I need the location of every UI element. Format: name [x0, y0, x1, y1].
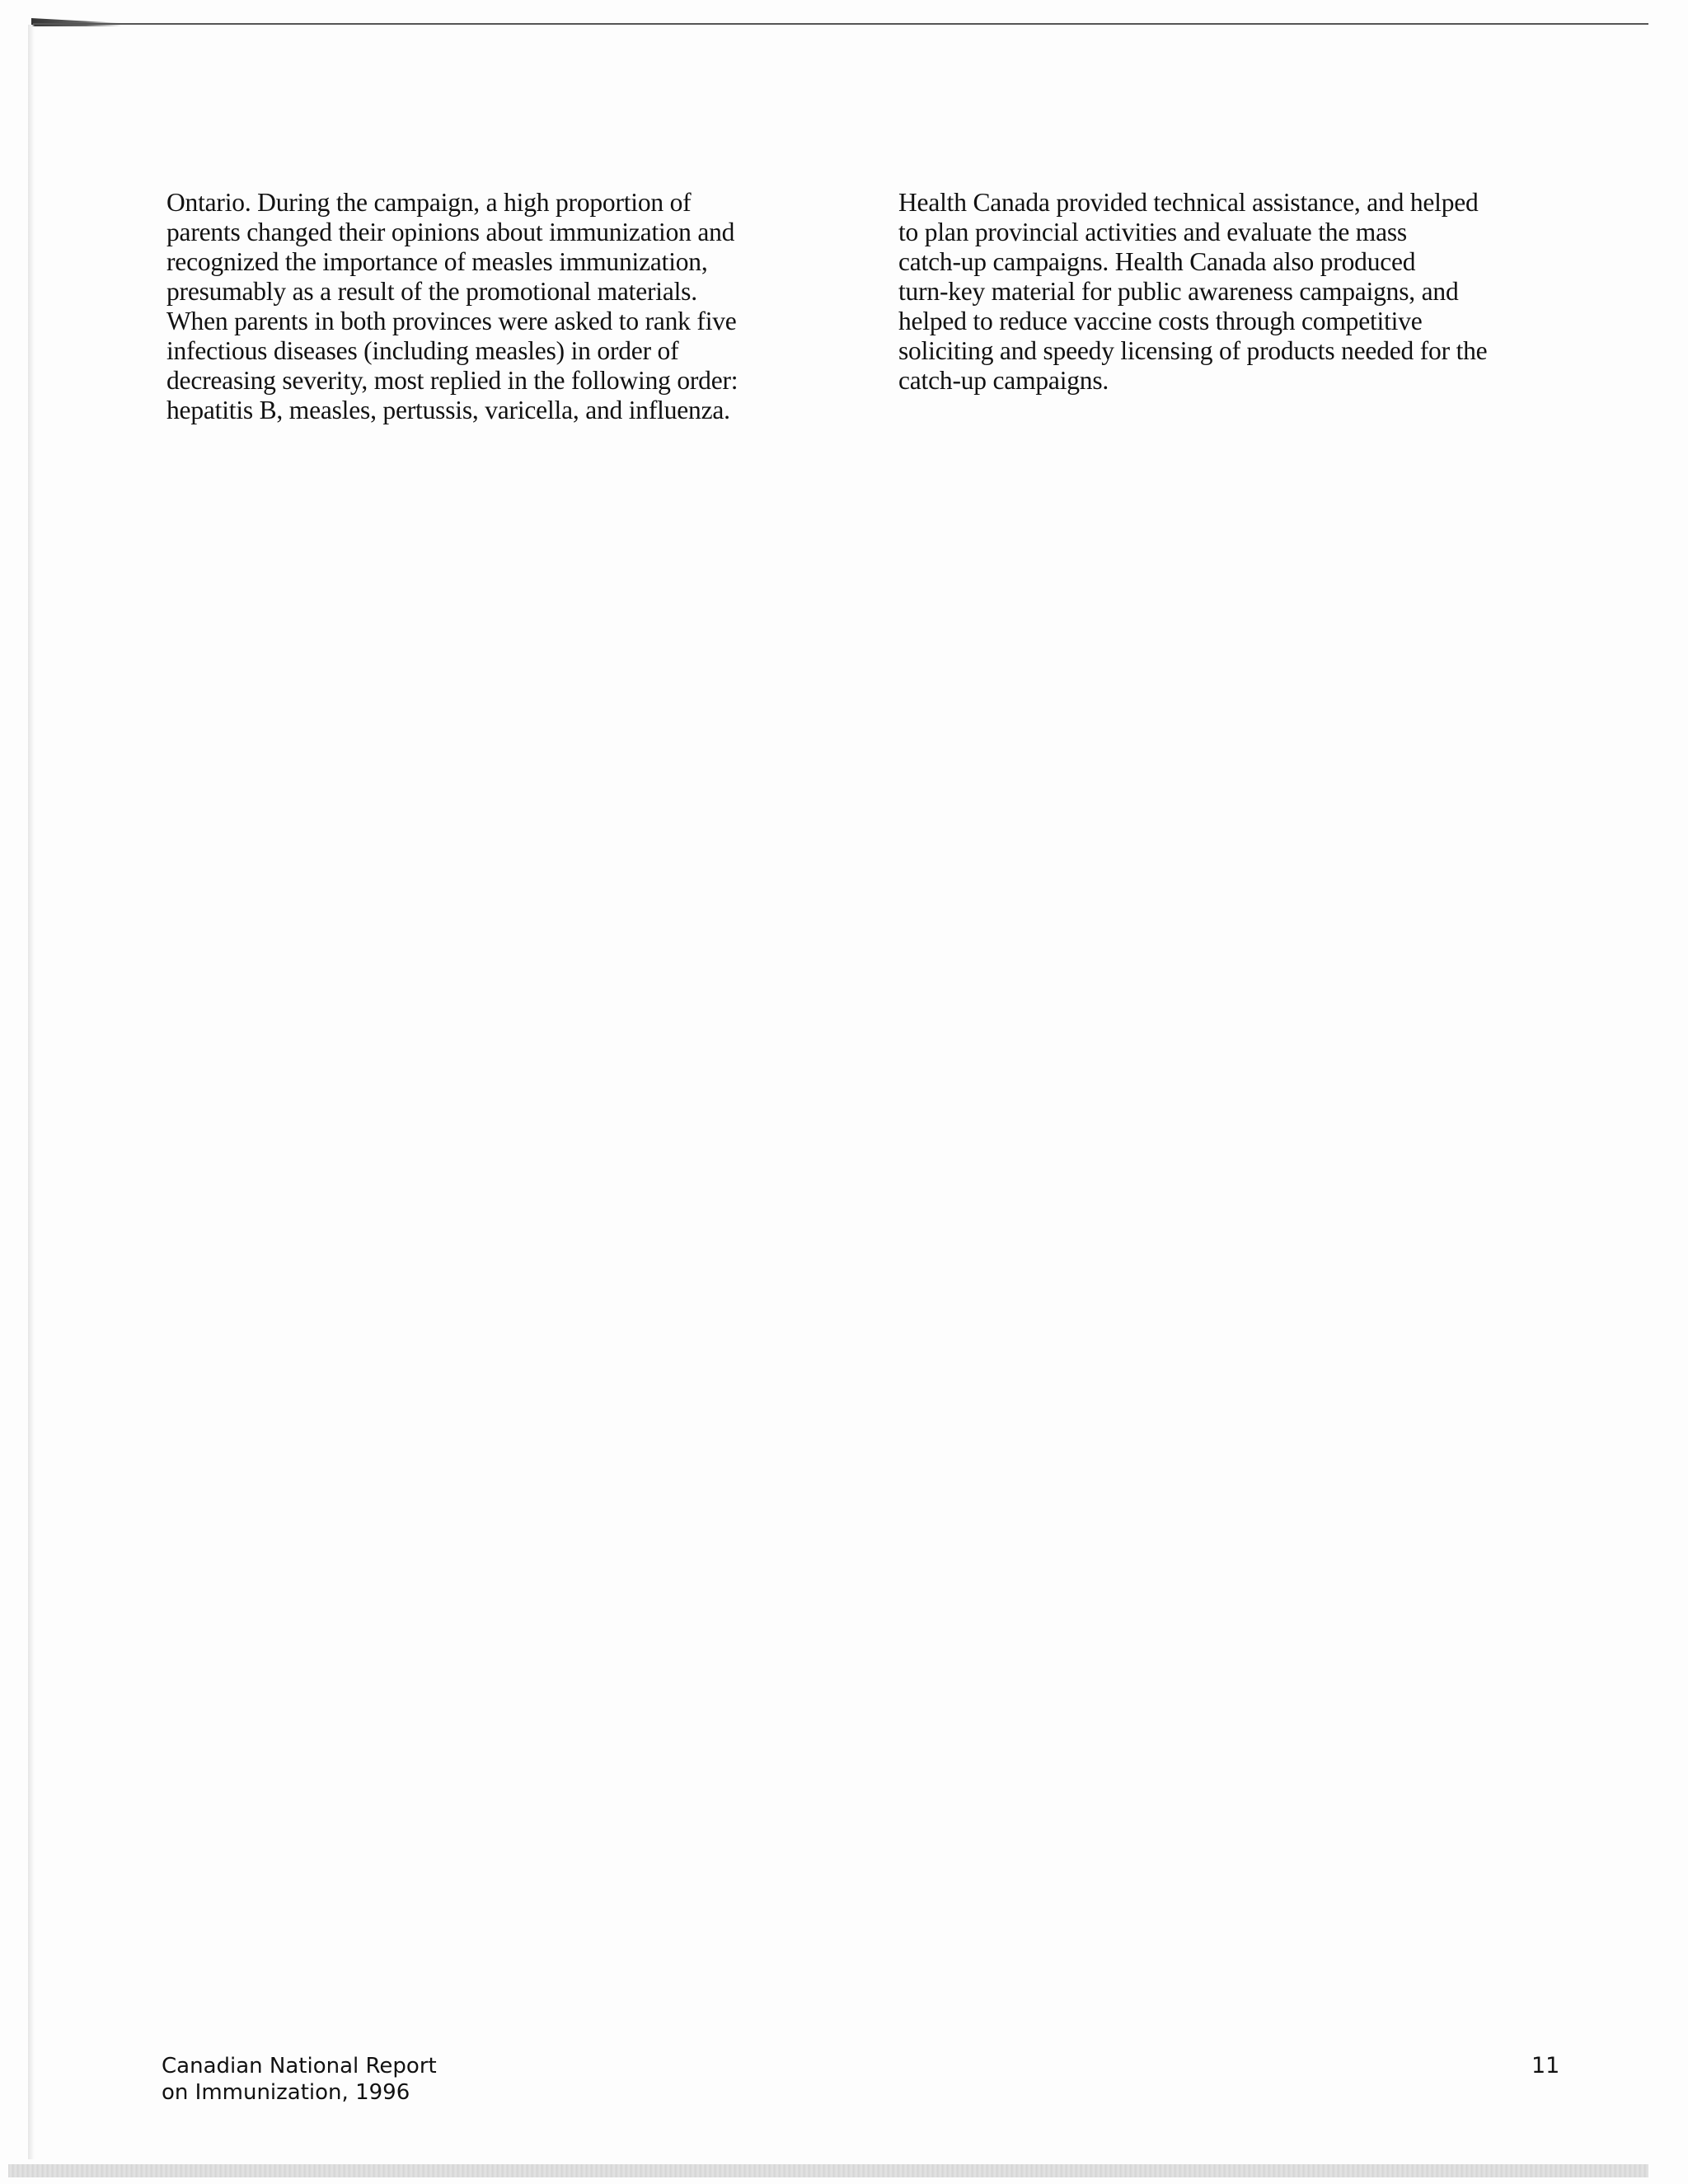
- body-text-line: parents changed their opinions about immunization and: [166, 218, 735, 246]
- body-text-line: catch-up campaigns. Health Canada also produced: [898, 247, 1416, 276]
- footer-report-title: [162, 2053, 437, 2106]
- footer-title-line: Canadian National Report: [162, 2054, 437, 2079]
- body-text-line: When parents in both provinces were asked to rank five: [166, 307, 737, 335]
- body-text-line: to plan provincial activities and evaluate the mass: [898, 218, 1407, 246]
- body-text-line: recognized the importance of measles immunization,: [166, 247, 708, 276]
- scan-bottom-edge: [8, 2164, 1648, 2177]
- body-text-line: decreasing severity, most replied in the following order:: [166, 366, 738, 395]
- body-text-line: presumably as a result of the promotional materials.: [166, 277, 697, 306]
- right-text-column: [898, 188, 1582, 396]
- footer-title-line: on Immunization, 1996: [162, 2080, 410, 2105]
- left-text-column: [166, 188, 826, 425]
- body-text-line: soliciting and speedy licensing of products needed for the: [898, 336, 1488, 365]
- top-rule: [33, 23, 1648, 25]
- body-text-line: catch-up campaigns.: [898, 366, 1109, 395]
- body-text-line: Ontario. During the campaign, a high proportion of: [166, 188, 692, 217]
- page-number: 11: [1531, 2053, 1560, 2079]
- body-text-line: infectious diseases (including measles) in order of: [166, 336, 679, 365]
- scan-corner-mark: [31, 18, 122, 26]
- scan-left-edge: [28, 25, 35, 2159]
- body-text-line: turn-key material for public awareness campaigns, and: [898, 277, 1459, 306]
- body-text-line: hepatitis B, measles, pertussis, varicella, and influenza.: [166, 396, 730, 424]
- body-text-line: Health Canada provided technical assistance, and helped: [898, 188, 1479, 217]
- body-text-line: helped to reduce vaccine costs through competitive: [898, 307, 1423, 335]
